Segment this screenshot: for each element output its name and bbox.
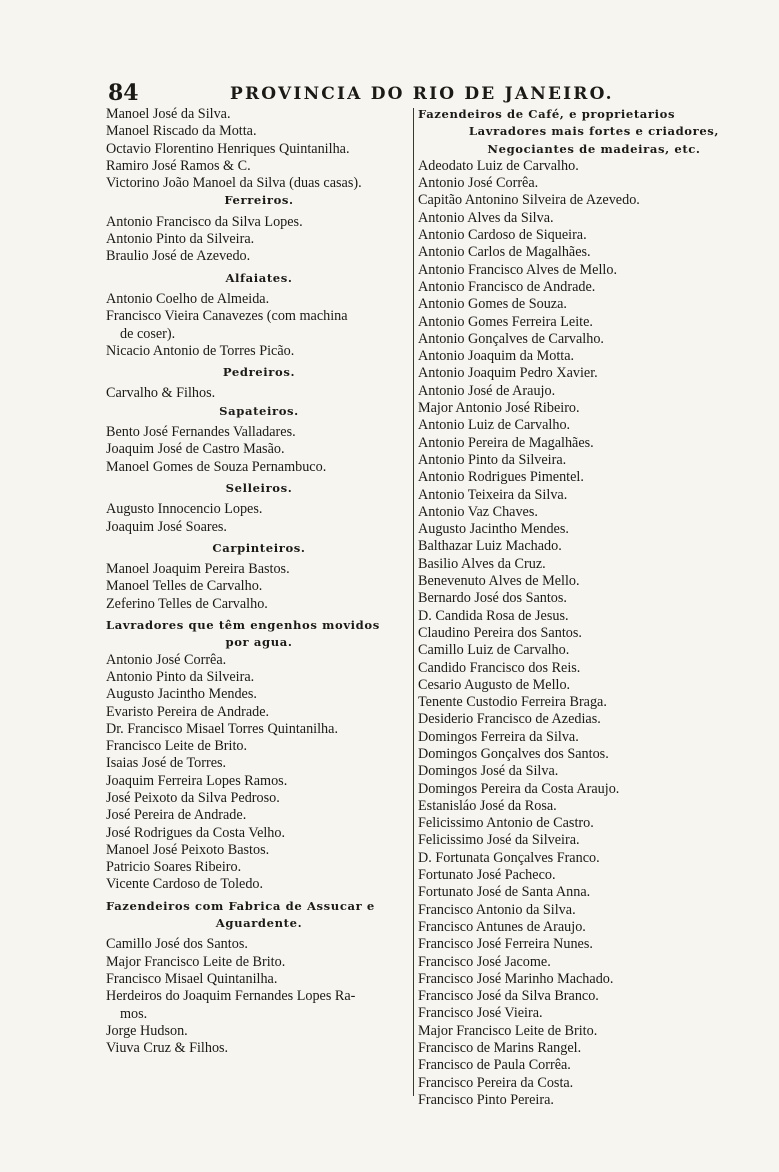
page-number: 84 xyxy=(108,80,139,106)
list-item: D. Candida Rosa de Jesus. xyxy=(418,607,569,624)
list-item: Antonio José de Araujo. xyxy=(418,382,556,399)
page-header xyxy=(108,80,628,106)
section-heading-ferreiros: Ferreiros. xyxy=(224,193,294,208)
list-item: Fortunato José Pacheco. xyxy=(418,867,556,884)
list-item: José Peixoto da Silva Pedroso. xyxy=(106,789,280,806)
list-item: Francisco de Marins Rangel. xyxy=(418,1040,582,1057)
section-heading-sapateiros: Sapateiros. xyxy=(219,403,299,418)
list-item: Herdeiros do Joaquim Fernandes Lopes Ra- xyxy=(106,988,356,1005)
right-column xyxy=(418,106,770,1109)
list-item: Antonio Teixeira da Silva. xyxy=(418,486,568,503)
list-item: Antonio Luiz de Carvalho. xyxy=(418,417,571,434)
list-item: Antonio Francisco da Silva Lopes. xyxy=(106,213,303,230)
list-item: Desiderio Francisco de Azedias. xyxy=(418,711,601,728)
list-item: Ramiro José Ramos & C. xyxy=(106,157,251,174)
list-item: Antonio Francisco Alves de Mello. xyxy=(418,261,617,278)
list-item: Antonio Alves da Silva. xyxy=(418,209,554,226)
section-heading-lavradores-cont: por agua. xyxy=(225,635,293,650)
list-item: Francisco José da Silva Branco. xyxy=(418,988,599,1005)
list-item: Major Francisco Leite de Brito. xyxy=(106,953,286,970)
list-item: Capitão Antonino Silveira de Azevedo. xyxy=(418,192,640,209)
list-item: Antonio Gomes de Souza. xyxy=(418,296,567,313)
list-item: Major Francisco Leite de Brito. xyxy=(418,1022,598,1039)
list-item: Bento José Fernandes Valladares. xyxy=(106,424,296,441)
list-item: Manoel Gomes de Souza Pernambuco. xyxy=(106,458,327,475)
list-item: Adeodato Luiz de Carvalho. xyxy=(418,157,579,174)
list-item: Domingos Ferreira da Silva. xyxy=(418,728,579,745)
list-item: Antonio Pinto da Silveira. xyxy=(106,668,255,685)
list-item: Basilio Alves da Cruz. xyxy=(418,555,546,572)
section-heading-alfaiates: Alfaiates. xyxy=(225,270,293,285)
section-heading-lavradores: Lavradores que têm engenhos movidos xyxy=(106,618,380,633)
list-item: Estanisláo José da Rosa. xyxy=(418,797,557,814)
list-item-continuation: mos. xyxy=(120,1005,148,1022)
list-item: Augusto Jacintho Mendes. xyxy=(106,686,257,703)
list-item: Domingos Pereira da Costa Araujo. xyxy=(418,780,620,797)
left-column xyxy=(106,106,412,1057)
list-item: Francisco José Jacome. xyxy=(418,953,551,970)
list-item: Major Antonio José Ribeiro. xyxy=(418,400,580,417)
list-item: Antonio Gomes Ferreira Leite. xyxy=(418,313,593,330)
list-item: Camillo José dos Santos. xyxy=(106,936,248,953)
list-item: Dr. Francisco Misael Torres Quintanilha. xyxy=(106,720,338,737)
list-item: Antonio José Corrêa. xyxy=(418,175,539,192)
list-item: Joaquim José de Castro Masão. xyxy=(106,441,285,458)
running-title: PROVINCIA DO RIO DE JANEIRO. xyxy=(230,84,614,104)
list-item: Antonio Vaz Chaves. xyxy=(418,503,538,520)
list-item: Candido Francisco dos Reis. xyxy=(418,659,581,676)
list-item: Francisco José Marinho Machado. xyxy=(418,970,614,987)
list-item: Antonio Rodrigues Pimentel. xyxy=(418,469,584,486)
list-item: Felicissimo José da Silveira. xyxy=(418,832,580,849)
section-heading-fazendeiros-assucar: Fazendeiros com Fabrica de Assucar e xyxy=(106,898,375,913)
section-heading-fazendeiros-cafe: Fazendeiros de Café, e proprietarios xyxy=(418,107,676,121)
list-item: Isaias José de Torres. xyxy=(106,755,227,772)
list-item: Vicente Cardoso de Toledo. xyxy=(106,876,264,893)
list-item: Francisco Leite de Brito. xyxy=(106,738,248,755)
list-item: Domingos Gonçalves dos Santos. xyxy=(418,745,609,762)
section-heading-fazendeiros-cafe-cont2: Negociantes de madeiras, etc. xyxy=(487,141,701,156)
list-item: Francisco José Ferreira Nunes. xyxy=(418,936,593,953)
list-item: Felicissimo Antonio de Castro. xyxy=(418,815,594,832)
list-item: Manoel Joaquim Pereira Bastos. xyxy=(106,561,290,578)
section-heading-selleiros: Selleiros. xyxy=(225,480,293,495)
list-item: Francisco Pinto Pereira. xyxy=(418,1091,554,1108)
list-item: Antonio José Corrêa. xyxy=(106,651,227,668)
list-item: Joaquim Ferreira Lopes Ramos. xyxy=(106,772,288,789)
list-item: Francisco Antunes de Araujo. xyxy=(418,918,586,935)
list-item: Antonio Pinto da Silveira. xyxy=(418,451,567,468)
list-item: Domingos José da Silva. xyxy=(418,763,559,780)
section-heading-fazendeiros-assucar-cont: Aguardente. xyxy=(215,916,303,931)
list-item: Manoel José Peixoto Bastos. xyxy=(106,841,270,858)
list-item: Antonio Carlos de Magalhães. xyxy=(418,244,591,261)
list-item: Benevenuto Alves de Mello. xyxy=(418,573,580,590)
list-item: Manoel Telles de Carvalho. xyxy=(106,578,263,595)
section-heading-carpinteiros: Carpinteiros. xyxy=(212,540,306,555)
list-item: Antonio Gonçalves de Carvalho. xyxy=(418,330,604,347)
list-item: Victorino João Manoel da Silva (duas casas). xyxy=(106,175,362,192)
list-item: Camillo Luiz de Carvalho. xyxy=(418,642,570,659)
list-item: D. Fortunata Gonçalves Franco. xyxy=(418,849,600,866)
list-item: Antonio Coelho de Almeida. xyxy=(106,290,270,307)
list-item: Antonio Pereira de Magalhães. xyxy=(418,434,594,451)
list-item: Augusto Jacintho Mendes. xyxy=(418,521,569,538)
list-item: Manoel José da Silva. xyxy=(106,106,231,122)
list-item: Patricio Soares Ribeiro. xyxy=(106,859,242,876)
list-item: Antonio Joaquim da Motta. xyxy=(418,348,575,365)
list-item: Antonio Francisco de Andrade. xyxy=(418,278,596,295)
list-item: Francisco Misael Quintanilha. xyxy=(106,970,278,987)
list-item: Nicacio Antonio de Torres Picão. xyxy=(106,342,295,359)
list-item: Viuva Cruz & Filhos. xyxy=(106,1040,229,1057)
list-item: Braulio José de Azevedo. xyxy=(106,248,251,265)
list-item: Francisco Vieira Canavezes (com machina xyxy=(106,308,348,325)
list-item: Bernardo José dos Santos. xyxy=(418,590,567,607)
list-item: Francisco Pereira da Costa. xyxy=(418,1074,574,1091)
list-item: Francisco José Vieira. xyxy=(418,1005,543,1022)
list-item: Francisco de Paula Corrêa. xyxy=(418,1057,571,1074)
list-item: José Rodrigues da Costa Velho. xyxy=(106,824,286,841)
list-item: Claudino Pereira dos Santos. xyxy=(418,624,582,641)
list-item: Antonio Pinto da Silveira. xyxy=(106,231,255,248)
list-item: Augusto Innocencio Lopes. xyxy=(106,501,263,518)
list-item: Fortunato José de Santa Anna. xyxy=(418,884,591,901)
list-item: Zeferino Telles de Carvalho. xyxy=(106,595,268,612)
list-item: Tenente Custodio Ferreira Braga. xyxy=(418,694,607,711)
list-item: Jorge Hudson. xyxy=(106,1022,188,1039)
list-item: José Pereira de Andrade. xyxy=(106,807,247,824)
list-item: Antonio Cardoso de Siqueira. xyxy=(418,227,587,244)
section-heading-fazendeiros-cafe-cont: Lavradores mais fortes e criadores, xyxy=(468,124,720,139)
list-item: Cesario Augusto de Mello. xyxy=(418,676,571,693)
list-item: Evaristo Pereira de Andrade. xyxy=(106,703,270,720)
list-item: Carvalho & Filhos. xyxy=(106,385,216,402)
list-item: Joaquim José Soares. xyxy=(106,518,227,535)
list-item: Octavio Florentino Henriques Quintanilha. xyxy=(106,140,350,157)
list-item: Manoel Riscado da Motta. xyxy=(106,123,257,140)
column-divider xyxy=(413,108,414,1096)
list-item: Balthazar Luiz Machado. xyxy=(418,538,562,555)
list-item: Antonio Joaquim Pedro Xavier. xyxy=(418,365,598,382)
section-heading-pedreiros: Pedreiros. xyxy=(222,365,296,380)
list-item-continuation: de coser). xyxy=(120,325,176,342)
list-item: Francisco Antonio da Silva. xyxy=(418,901,576,918)
